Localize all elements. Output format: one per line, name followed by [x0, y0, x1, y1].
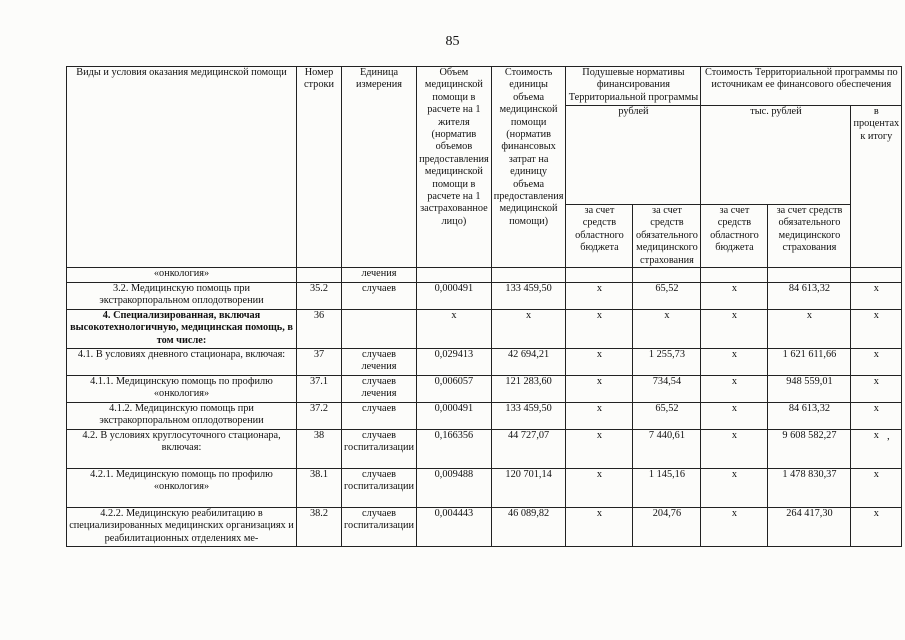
row-volume: 0,166356: [417, 430, 492, 469]
header-kind: Виды и условия оказания медицинской помощи: [67, 67, 297, 268]
row-cost: 121 283,60: [491, 376, 566, 403]
header-cost: Стоимость единицы объема медицинской помощи (норматив финансовых затрат на единицу объема предоставления медицинской помощи): [491, 67, 566, 268]
row-total-budget: x: [701, 469, 768, 508]
row-description: 4.1.1. Медицинскую помощь по профилю «онкология»: [67, 376, 297, 403]
table-body: [67, 268, 902, 547]
row-number: 37: [297, 349, 342, 376]
row-total-oms: 84 613,32: [768, 283, 851, 310]
header-total-budget: за счет средств областного бюджета: [701, 204, 768, 267]
table-header: [67, 67, 902, 268]
row-unit: случаев госпитализации: [342, 508, 417, 547]
row-total-budget: x: [701, 430, 768, 469]
row-cost: [491, 268, 566, 283]
row-number: 38.2: [297, 508, 342, 547]
row-per-capita-budget: x: [566, 403, 633, 430]
row-per-capita-oms: 7 440,61: [633, 430, 701, 469]
row-unit: случаев госпитализации: [342, 469, 417, 508]
row-description: 4.2.2. Медицинскую реабилитацию в специализированных медицинских организациях и реабилитационных отделениях ме-: [67, 508, 297, 547]
row-per-capita-oms: 1 145,16: [633, 469, 701, 508]
header-unit: Единица измерения: [342, 67, 417, 268]
row-volume: [417, 268, 492, 283]
row-volume: x: [417, 310, 492, 349]
row-total-oms: 9 608 582,27: [768, 430, 851, 469]
header-total-oms: за счет средств обязательного медицинского страхования: [768, 204, 851, 267]
row-percent: x: [851, 430, 902, 469]
row-total-budget: x: [701, 283, 768, 310]
header-rubles: рублей: [566, 106, 701, 205]
row-total-budget: [701, 268, 768, 283]
row-per-capita-budget: x: [566, 508, 633, 547]
row-number: 36: [297, 310, 342, 349]
row-unit: случаев: [342, 403, 417, 430]
row-unit: случаев лечения: [342, 376, 417, 403]
header-total-cost: Стоимость Территориальной программы по источникам ее финансового обеспечения: [701, 67, 902, 106]
row-total-oms: 84 613,32: [768, 403, 851, 430]
row-cost: 133 459,50: [491, 403, 566, 430]
table-row: [67, 376, 902, 403]
table-row: [67, 310, 902, 349]
table-row: [67, 508, 902, 547]
row-description: 3.2. Медицинскую помощь при экстракорпоральном оплодотворении: [67, 283, 297, 310]
table-row: [67, 283, 902, 310]
header-in-percent: в процентах к итогу: [851, 106, 902, 268]
row-total-budget: x: [701, 349, 768, 376]
row-volume: 0,029413: [417, 349, 492, 376]
table-row: [67, 403, 902, 430]
row-volume: 0,000491: [417, 283, 492, 310]
row-description: 4.1.2. Медицинскую помощь при экстракорпоральном оплодотворении: [67, 403, 297, 430]
row-description: 4.1. В условиях дневного стационара, включая:: [67, 349, 297, 376]
scan-mark: ,: [887, 430, 890, 442]
row-percent: x: [851, 349, 902, 376]
row-cost: x: [491, 310, 566, 349]
row-percent: x: [851, 310, 902, 349]
row-total-oms: x: [768, 310, 851, 349]
row-number: [297, 268, 342, 283]
page-number: 85: [445, 34, 460, 49]
row-cost: 133 459,50: [491, 283, 566, 310]
row-percent: x: [851, 508, 902, 547]
header-per-capita: Подушевые нормативы финансирования Территориальной программы: [566, 67, 701, 106]
row-total-oms: 1 478 830,37: [768, 469, 851, 508]
row-percent: x: [851, 403, 902, 430]
row-total-oms: 264 417,30: [768, 508, 851, 547]
table-row: [67, 430, 902, 469]
row-percent: x: [851, 283, 902, 310]
row-per-capita-oms: 204,76: [633, 508, 701, 547]
financing-table: [66, 66, 902, 547]
row-volume: 0,000491: [417, 403, 492, 430]
header-row-number: Номер строки: [297, 67, 342, 268]
header-per-capita-oms: за счет средств обязательного медицинского страхования: [633, 204, 701, 267]
row-cost: 120 701,14: [491, 469, 566, 508]
row-total-oms: [768, 268, 851, 283]
row-per-capita-oms: 65,52: [633, 403, 701, 430]
row-number: 37.1: [297, 376, 342, 403]
row-per-capita-budget: x: [566, 283, 633, 310]
row-description: «онкология»: [67, 268, 297, 283]
row-percent: x: [851, 376, 902, 403]
row-total-budget: x: [701, 310, 768, 349]
row-per-capita-oms: 65,52: [633, 283, 701, 310]
row-volume: 0,004443: [417, 508, 492, 547]
row-unit: [342, 310, 417, 349]
row-total-oms: 948 559,01: [768, 376, 851, 403]
row-description: 4.2.1. Медицинскую помощь по профилю «онкология»: [67, 469, 297, 508]
row-description: 4. Специализированная, включая высокотехнологичную, медицинская помощь, в том числе:: [67, 310, 297, 349]
row-percent: [851, 268, 902, 283]
row-total-budget: x: [701, 376, 768, 403]
row-per-capita-budget: x: [566, 376, 633, 403]
row-cost: 46 089,82: [491, 508, 566, 547]
table-row: [67, 349, 902, 376]
row-description: 4.2. В условиях круглосуточного стационара, включая:: [67, 430, 297, 469]
row-per-capita-budget: x: [566, 430, 633, 469]
row-per-capita-oms: 734,54: [633, 376, 701, 403]
header-volume: Объем медицинской помощи в расчете на 1 жителя (норматив объемов предоставления медицинской помощи в расчете на 1 застрахованное лицо): [417, 67, 492, 268]
header-thousand-rubles: тыс. рублей: [701, 106, 851, 205]
row-total-budget: x: [701, 403, 768, 430]
row-per-capita-oms: x: [633, 310, 701, 349]
row-number: 38.1: [297, 469, 342, 508]
row-cost: 42 694,21: [491, 349, 566, 376]
row-volume: 0,006057: [417, 376, 492, 403]
row-unit: случаев лечения: [342, 349, 417, 376]
row-per-capita-budget: x: [566, 349, 633, 376]
row-unit: лечения: [342, 268, 417, 283]
table-row: [67, 268, 902, 283]
row-volume: 0,009488: [417, 469, 492, 508]
row-per-capita-budget: x: [566, 469, 633, 508]
row-per-capita-budget: [566, 268, 633, 283]
row-unit: случаев госпитализации: [342, 430, 417, 469]
row-percent: x: [851, 469, 902, 508]
row-number: 37.2: [297, 403, 342, 430]
row-number: 35.2: [297, 283, 342, 310]
row-per-capita-budget: x: [566, 310, 633, 349]
header-per-capita-budget: за счет средств областного бюджета: [566, 204, 633, 267]
row-cost: 44 727,07: [491, 430, 566, 469]
row-total-budget: x: [701, 508, 768, 547]
row-number: 38: [297, 430, 342, 469]
row-total-oms: 1 621 611,66: [768, 349, 851, 376]
row-unit: случаев: [342, 283, 417, 310]
row-per-capita-oms: [633, 268, 701, 283]
table-row: [67, 469, 902, 508]
row-per-capita-oms: 1 255,73: [633, 349, 701, 376]
